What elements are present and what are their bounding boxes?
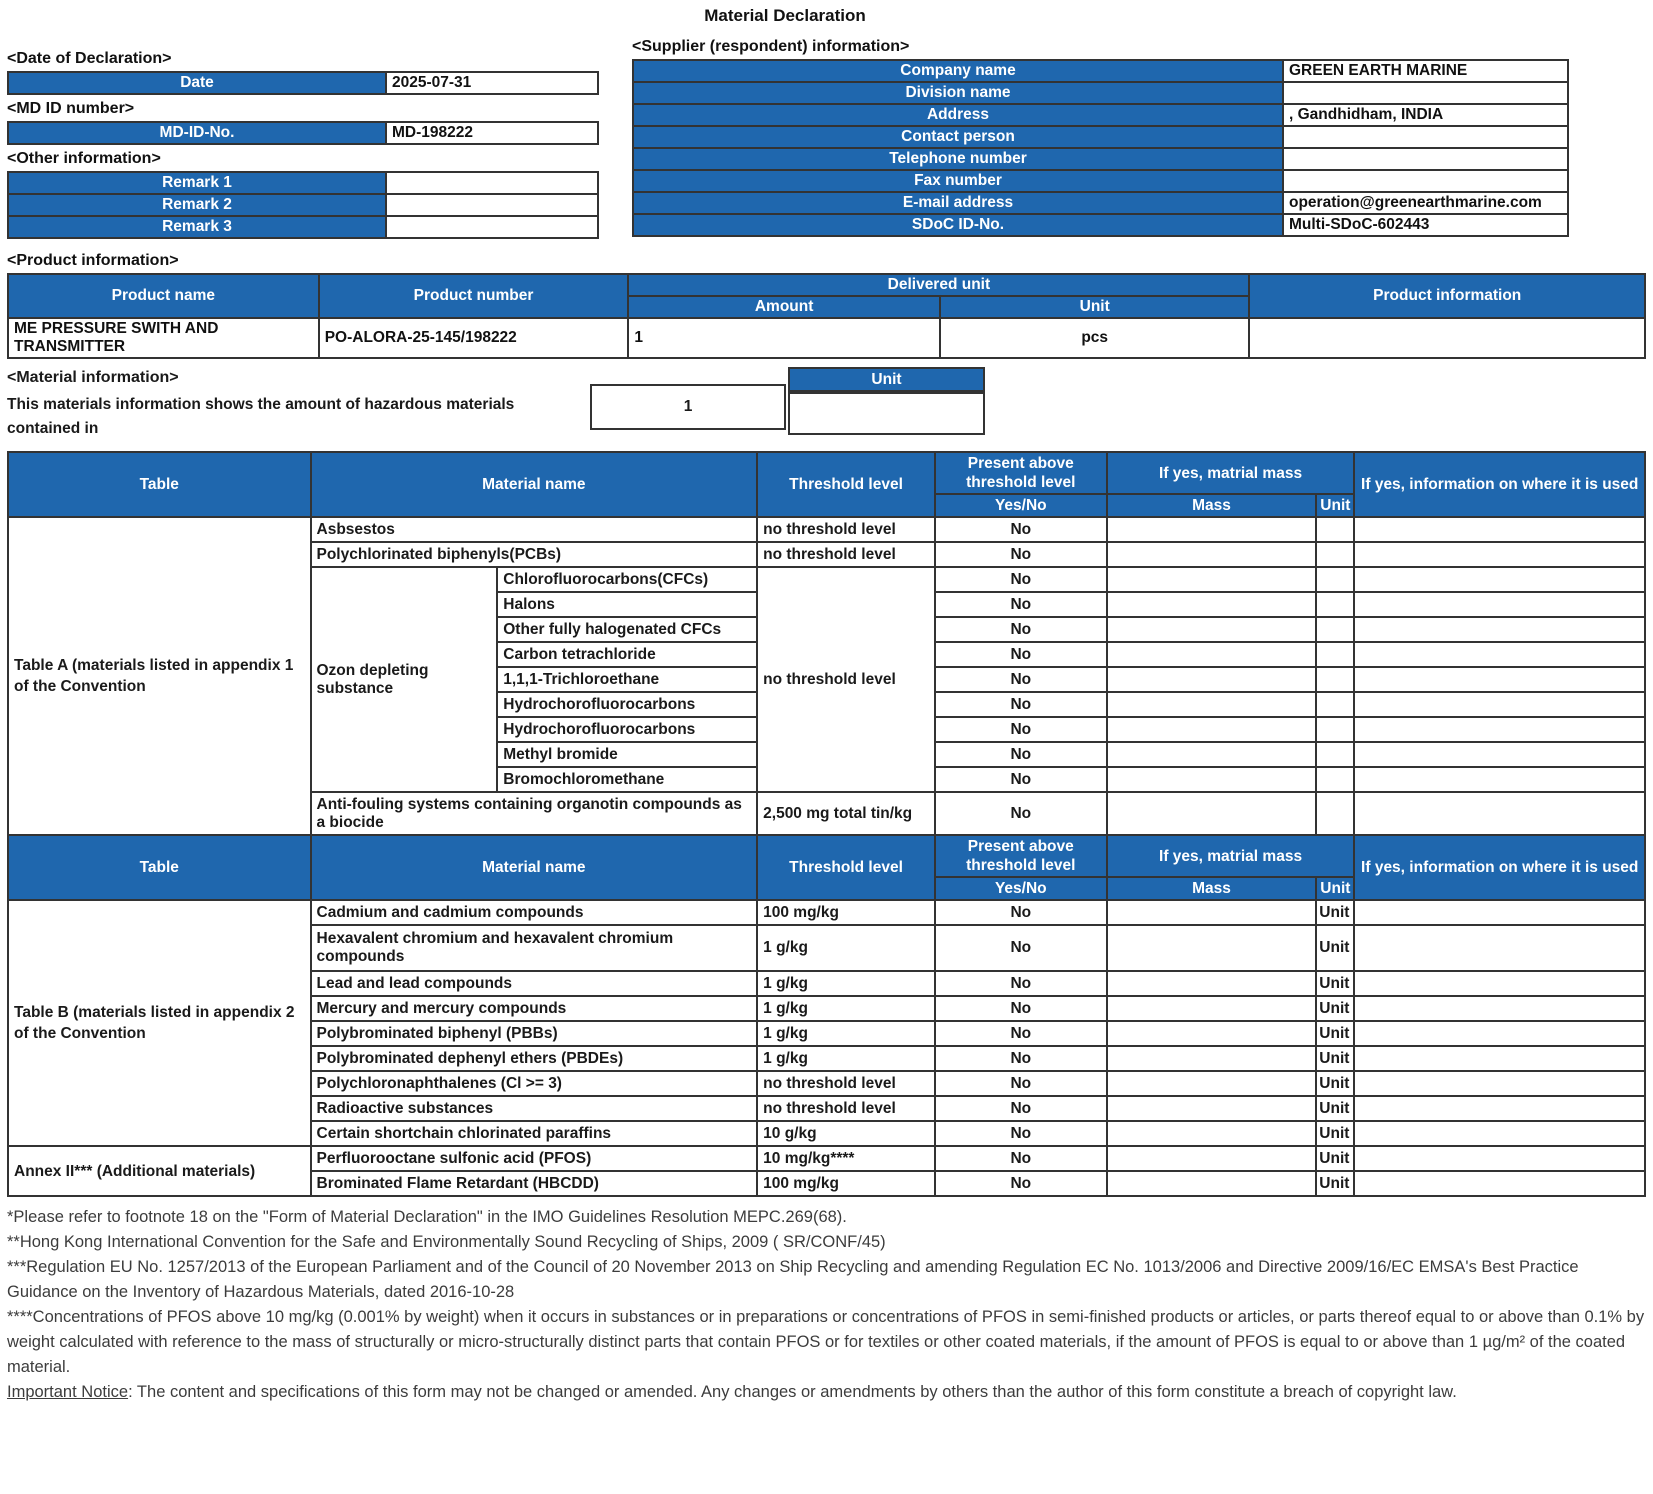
email-value-field[interactable]: operation@greenearthmarine.com	[1283, 192, 1568, 214]
threshold-value: 1 g/kg	[757, 1046, 935, 1071]
mass-field[interactable]	[1107, 767, 1317, 792]
remark1-label: Remark 1	[8, 172, 386, 194]
where-used-field[interactable]	[1354, 1046, 1645, 1071]
remark1-value-field[interactable]	[386, 172, 598, 194]
unit-field[interactable]: Unit	[1316, 1096, 1354, 1121]
mass-field[interactable]	[1107, 567, 1317, 592]
col-header-yes-no: Yes/No	[935, 494, 1107, 517]
yes-no-field[interactable]: No	[935, 1146, 1107, 1171]
contact-person-label: Contact person	[633, 126, 1283, 148]
date-declaration-heading: <Date of Declaration>	[7, 50, 172, 67]
unit-header: Unit	[940, 296, 1250, 318]
mass-field[interactable]	[1107, 692, 1317, 717]
material-name: Radioactive substances	[311, 1096, 758, 1121]
where-used-field[interactable]	[1354, 1096, 1645, 1121]
mass-field[interactable]	[1107, 517, 1317, 542]
material-name: Halons	[497, 592, 757, 617]
col-header-mass: Mass	[1107, 494, 1317, 517]
material-info-amount-field[interactable]: 1	[590, 384, 786, 430]
threshold-value: 10 mg/kg****	[757, 1146, 935, 1171]
material-name: Bromochloromethane	[497, 767, 757, 792]
where-used-field[interactable]	[1354, 792, 1645, 835]
col-header-table: Table	[8, 835, 311, 900]
sdoc-id-label: SDoC ID-No.	[633, 214, 1283, 236]
mass-field[interactable]	[1107, 617, 1317, 642]
md-id-heading: <MD ID number>	[7, 100, 135, 117]
unit-field[interactable]	[1316, 742, 1354, 767]
division-name-value-field[interactable]	[1283, 82, 1568, 104]
threshold-value: 1 g/kg	[757, 925, 935, 971]
material-name: Polychloronaphthalenes (Cl >= 3)	[311, 1071, 758, 1096]
material-name: 1,1,1-Trichloroethane	[497, 667, 757, 692]
important-notice-label: Important Notice	[7, 1383, 129, 1401]
col-header-present-above: Present above threshold level	[935, 452, 1107, 494]
product-name-header: Product name	[8, 274, 319, 318]
remarks-table	[7, 171, 599, 239]
date-label: Date	[8, 72, 386, 94]
threshold-value: no threshold level	[757, 1071, 935, 1096]
yes-no-field[interactable]: No	[935, 517, 1107, 542]
yes-no-field[interactable]: No	[935, 692, 1107, 717]
threshold-value: no threshold level	[757, 517, 935, 542]
unit-field[interactable]: Unit	[1316, 900, 1354, 925]
unit-field[interactable]	[1316, 642, 1354, 667]
col-header-present-above: Present above threshold level	[935, 835, 1107, 877]
mass-field[interactable]	[1107, 642, 1317, 667]
unit-field[interactable]	[1316, 542, 1354, 567]
mass-field[interactable]	[1107, 667, 1317, 692]
material-name: Other fully halogenated CFCs	[497, 617, 757, 642]
material-name: Lead and lead compounds	[311, 971, 758, 996]
where-used-field[interactable]	[1354, 567, 1645, 592]
where-used-field[interactable]	[1354, 742, 1645, 767]
fax-label: Fax number	[633, 170, 1283, 192]
yes-no-field[interactable]: No	[935, 1071, 1107, 1096]
material-name: Perfluorooctane sulfonic acid (PFOS)	[311, 1146, 758, 1171]
where-used-field[interactable]	[1354, 1121, 1645, 1146]
threshold-value: 100 mg/kg	[757, 1171, 935, 1196]
mass-field[interactable]	[1107, 542, 1317, 567]
unit-field[interactable]: Unit	[1316, 996, 1354, 1021]
yes-no-field[interactable]: No	[935, 971, 1107, 996]
footnote-1: *Please refer to footnote 18 on the "Form of Material Declaration" in the IMO Guidelines Resolution MEPC.269(68).	[7, 1208, 847, 1226]
fax-value-field[interactable]	[1283, 170, 1568, 192]
important-notice	[7, 1380, 1646, 1405]
product-information-field[interactable]	[1249, 318, 1645, 358]
sdoc-id-value-field[interactable]: Multi-SDoC-602443	[1283, 214, 1568, 236]
ozone-group-label: Ozon depleting substance	[311, 567, 498, 792]
yes-no-field[interactable]: No	[935, 617, 1107, 642]
unit-field[interactable]	[1316, 517, 1354, 542]
md-id-label: MD-ID-No.	[8, 122, 386, 144]
where-used-field[interactable]	[1354, 1021, 1645, 1046]
product-number-header: Product number	[319, 274, 629, 318]
yes-no-field[interactable]: No	[935, 767, 1107, 792]
unit-field[interactable]	[1316, 717, 1354, 742]
where-used-field[interactable]	[1354, 1146, 1645, 1171]
col-header-material-name: Material name	[311, 452, 758, 517]
material-name: Cadmium and cadmium compounds	[311, 900, 758, 925]
threshold-value: 10 g/kg	[757, 1121, 935, 1146]
mass-field[interactable]	[1107, 592, 1317, 617]
unit-field[interactable]	[1316, 767, 1354, 792]
mass-field[interactable]	[1107, 742, 1317, 767]
yes-no-field[interactable]: No	[935, 900, 1107, 925]
address-label: Address	[633, 104, 1283, 126]
material-name: Hexavalent chromium and hexavalent chromium compounds	[311, 925, 758, 971]
table-b-label: Table B (materials listed in appendix 2 of the Convention	[8, 900, 311, 1146]
other-info-heading: <Other information>	[7, 150, 161, 167]
where-used-field[interactable]	[1354, 767, 1645, 792]
mass-field[interactable]	[1107, 900, 1317, 925]
col-header-unit: Unit	[1316, 494, 1354, 517]
unit-field[interactable]: Unit	[1316, 1171, 1354, 1196]
where-used-field[interactable]	[1354, 592, 1645, 617]
where-used-field[interactable]	[1354, 717, 1645, 742]
where-used-field[interactable]	[1354, 996, 1645, 1021]
telephone-label: Telephone number	[633, 148, 1283, 170]
unit-field[interactable]	[1316, 592, 1354, 617]
unit-field[interactable]: Unit	[1316, 1071, 1354, 1096]
material-info-unit-field[interactable]	[788, 392, 985, 435]
yes-no-field[interactable]: No	[935, 642, 1107, 667]
supplier-heading: <Supplier (respondent) information>	[632, 38, 910, 55]
col-header-mass: Mass	[1107, 877, 1317, 900]
footnotes	[7, 1205, 1646, 1405]
md-id-value-field[interactable]: MD-198222	[386, 122, 598, 144]
product-info-heading: <Product information>	[7, 252, 179, 269]
mass-field[interactable]	[1107, 1071, 1317, 1096]
mass-field[interactable]	[1107, 1096, 1317, 1121]
yes-no-field[interactable]: No	[935, 717, 1107, 742]
material-name: Carbon tetrachloride	[497, 642, 757, 667]
page-title: Material Declaration	[704, 6, 866, 25]
division-name-label: Division name	[633, 82, 1283, 104]
col-header-table: Table	[8, 452, 311, 517]
threshold-value: no threshold level	[757, 1096, 935, 1121]
product-number-field[interactable]: PO-ALORA-25-145/198222	[319, 318, 629, 358]
yes-no-field[interactable]: No	[935, 925, 1107, 971]
date-value-field[interactable]: 2025-07-31	[386, 72, 598, 94]
footnote-3: ***Regulation EU No. 1257/2013 of the European Parliament and of the Council of 20 November 2013 on Ship Recycling and amending Regulation EC No. 1013/2006 and Directive 2009/16/EC EMSA's Best Practice Guidance on the Inventory of Hazardous Materials, dated 2016-10-28	[7, 1258, 1579, 1301]
mass-field[interactable]	[1107, 792, 1317, 835]
unit-field[interactable]: Unit	[1316, 925, 1354, 971]
mass-field[interactable]	[1107, 996, 1317, 1021]
remark3-label: Remark 3	[8, 216, 386, 238]
mass-field[interactable]	[1107, 1146, 1317, 1171]
col-header-threshold: Threshold level	[757, 452, 935, 517]
material-info-description: This materials information shows the amount of hazardous materials contained in	[7, 396, 515, 437]
material-name: Methyl bromide	[497, 742, 757, 767]
telephone-value-field[interactable]	[1283, 148, 1568, 170]
yes-no-field[interactable]: No	[935, 592, 1107, 617]
col-header-if-yes-info: If yes, information on where it is used	[1354, 452, 1645, 517]
supplier-table	[632, 59, 1569, 237]
important-notice-text: : The content and specifications of this form may not be changed or amended. Any changes or amendments by others than the author of this form constitute a breach of copyright law.	[128, 1383, 1457, 1401]
threshold-value: 1 g/kg	[757, 971, 935, 996]
mass-field[interactable]	[1107, 1046, 1317, 1071]
product-name-field[interactable]: ME PRESSURE SWITH AND TRANSMITTER	[8, 318, 319, 358]
material-name: Polybrominated biphenyl (PBBs)	[311, 1021, 758, 1046]
unit-field[interactable]	[1316, 792, 1354, 835]
where-used-field[interactable]	[1354, 692, 1645, 717]
table-a-label: Table A (materials listed in appendix 1 of the Convention	[8, 517, 311, 835]
where-used-field[interactable]	[1354, 1071, 1645, 1096]
unit-field[interactable]	[1316, 667, 1354, 692]
threshold-value: 1 g/kg	[757, 1021, 935, 1046]
yes-no-field[interactable]: No	[935, 742, 1107, 767]
threshold-value: 1 g/kg	[757, 996, 935, 1021]
unit-field[interactable]: Unit	[1316, 971, 1354, 996]
unit-field[interactable]: pcs	[940, 318, 1250, 358]
yes-no-field[interactable]: No	[935, 1121, 1107, 1146]
threshold-value: 2,500 mg total tin/kg	[757, 792, 935, 835]
mass-field[interactable]	[1107, 717, 1317, 742]
material-info-heading: <Material information>	[7, 369, 179, 386]
remark2-value-field[interactable]	[386, 194, 598, 216]
col-header-yes-no: Yes/No	[935, 877, 1107, 900]
contact-person-value-field[interactable]	[1283, 126, 1568, 148]
material-name: Polybrominated dephenyl ethers (PBDEs)	[311, 1046, 758, 1071]
product-table	[7, 273, 1646, 359]
yes-no-field[interactable]: No	[935, 1171, 1107, 1196]
unit-field[interactable]	[1316, 617, 1354, 642]
yes-no-field[interactable]: No	[935, 1046, 1107, 1071]
yes-no-field[interactable]: No	[935, 1096, 1107, 1121]
remark2-label: Remark 2	[8, 194, 386, 216]
yes-no-field[interactable]: No	[935, 542, 1107, 567]
mass-field[interactable]	[1107, 1021, 1317, 1046]
material-name: Anti-fouling systems containing organotin compounds as a biocide	[311, 792, 758, 835]
unit-field[interactable]: Unit	[1316, 1121, 1354, 1146]
threshold-value: no threshold level	[757, 567, 935, 792]
material-name: Hydrochorofluorocarbons	[497, 717, 757, 742]
where-used-field[interactable]	[1354, 617, 1645, 642]
annex-label: Annex II*** (Additional materials)	[8, 1146, 311, 1196]
material-name: Polychlorinated biphenyls(PCBs)	[311, 542, 758, 567]
material-name: Brominated Flame Retardant (HBCDD)	[311, 1171, 758, 1196]
mass-field[interactable]	[1107, 971, 1317, 996]
where-used-field[interactable]	[1354, 667, 1645, 692]
col-header-if-yes-mass: If yes, matrial mass	[1107, 835, 1355, 877]
material-info-unit-header: Unit	[788, 367, 985, 392]
mass-field[interactable]	[1107, 1171, 1317, 1196]
unit-field[interactable]: Unit	[1316, 1146, 1354, 1171]
where-used-field[interactable]	[1354, 542, 1645, 567]
where-used-field[interactable]	[1354, 642, 1645, 667]
col-header-threshold: Threshold level	[757, 835, 935, 900]
yes-no-field[interactable]: No	[935, 996, 1107, 1021]
yes-no-field[interactable]: No	[935, 792, 1107, 835]
md-id-table	[7, 121, 599, 145]
yes-no-field[interactable]: No	[935, 1021, 1107, 1046]
where-used-field[interactable]	[1354, 925, 1645, 971]
material-name: Asbsestos	[311, 517, 758, 542]
amount-header: Amount	[628, 296, 940, 318]
where-used-field[interactable]	[1354, 971, 1645, 996]
address-value-field[interactable]: , Gandhidham, INDIA	[1283, 104, 1568, 126]
email-label: E-mail address	[633, 192, 1283, 214]
where-used-field[interactable]	[1354, 900, 1645, 925]
amount-field[interactable]: 1	[628, 318, 940, 358]
company-name-label: Company name	[633, 60, 1283, 82]
col-header-if-yes-info: If yes, information on where it is used	[1354, 835, 1645, 900]
where-used-field[interactable]	[1354, 1171, 1645, 1196]
delivered-unit-header: Delivered unit	[628, 274, 1249, 296]
footnote-2: **Hong Kong International Convention for the Safe and Environmentally Sound Recycling of Ships, 2009 ( SR/CONF/45)	[7, 1233, 886, 1251]
date-table	[7, 71, 599, 95]
mass-field[interactable]	[1107, 925, 1317, 971]
hazardous-materials-table	[7, 451, 1646, 1197]
where-used-field[interactable]	[1354, 517, 1645, 542]
footnote-4: ****Concentrations of PFOS above 10 mg/kg (0.001% by weight) when it occurs in substances or in preparations or concentrations of PFOS in semi-finished products or articles, or parts thereof equal to or above than 0.1% by weight calculated with reference to the mass of structurally or micro-structurally distinct parts that contain PFOS or for textiles or other coated materials, if the amount of PFOS is equal to or above than 1 µg/m² of the coated material.	[7, 1308, 1645, 1376]
unit-field[interactable]: Unit	[1316, 1021, 1354, 1046]
unit-field[interactable]	[1316, 692, 1354, 717]
unit-field[interactable]: Unit	[1316, 1046, 1354, 1071]
yes-no-field[interactable]: No	[935, 667, 1107, 692]
company-name-value-field[interactable]: GREEN EARTH MARINE	[1283, 60, 1568, 82]
material-name: Mercury and mercury compounds	[311, 996, 758, 1021]
col-header-if-yes-mass: If yes, matrial mass	[1107, 452, 1355, 494]
unit-field[interactable]	[1316, 567, 1354, 592]
threshold-value: no threshold level	[757, 542, 935, 567]
mass-field[interactable]	[1107, 1121, 1317, 1146]
col-header-material-name: Material name	[311, 835, 758, 900]
product-information-header: Product information	[1249, 274, 1645, 318]
material-info-section	[7, 367, 1646, 445]
material-name: Certain shortchain chlorinated paraffins	[311, 1121, 758, 1146]
material-name: Chlorofluorocarbons(CFCs)	[497, 567, 757, 592]
col-header-unit: Unit	[1316, 877, 1354, 900]
yes-no-field[interactable]: No	[935, 567, 1107, 592]
material-name: Hydrochorofluorocarbons	[497, 692, 757, 717]
remark3-value-field[interactable]	[386, 216, 598, 238]
threshold-value: 100 mg/kg	[757, 900, 935, 925]
